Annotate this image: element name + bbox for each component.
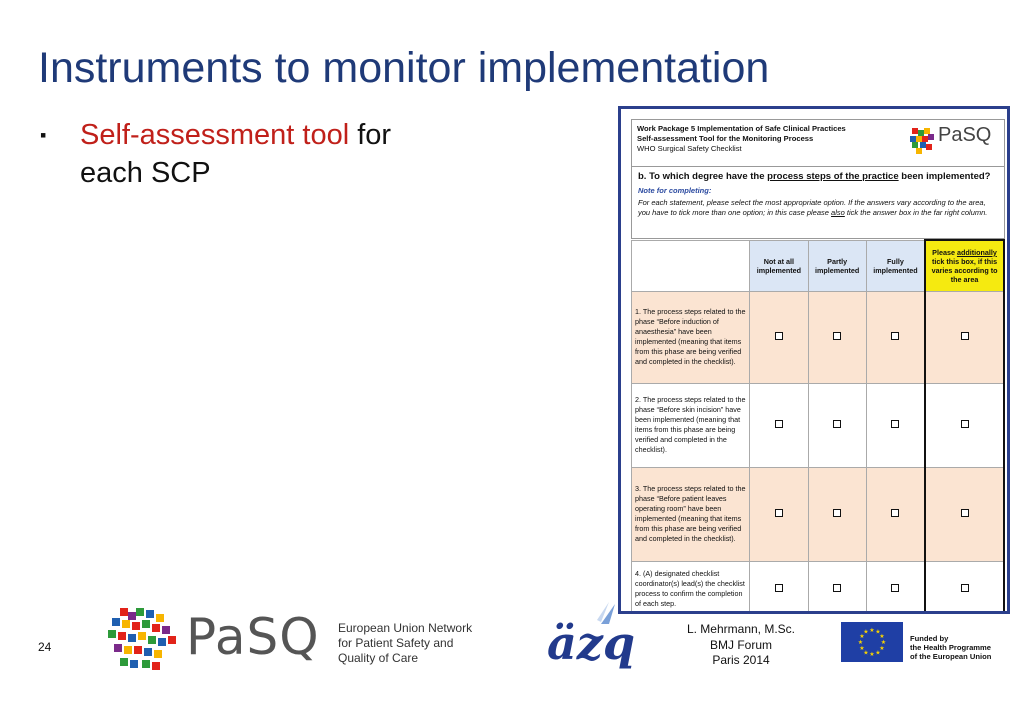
eu-stars-icon [841,622,903,662]
svg-text:★: ★ [859,645,865,652]
slide-title: Instruments to monitor implementation [38,44,770,92]
eu-flag [841,622,903,662]
checkbox[interactable] [961,420,969,428]
document-header [631,119,1005,167]
checkbox[interactable] [833,584,841,592]
row-label: 4. (A) designated checklist coordinator(s) lead(s) the checklist process to confirm the completion of each step. [632,561,750,614]
assessment-table [631,239,1005,614]
checkbox[interactable] [775,584,783,592]
bullet-highlight: Self-assessment tool [80,119,350,151]
page-number: 24 [38,640,52,654]
row-label: 2. The process steps related to the phase “Before skin incision” have been implemented (meaning that items from this phase are being verified and completed in the checklist). [632,383,750,467]
instructions: For each statement, please select the most appropriate option. If the answers vary according to the area, you have to tick more than one option; in this case please also tick the answer box in the far right column. [638,198,988,217]
pasq-mosaic-icon [908,126,936,154]
eu-funding-text: Funded by the Health Programme of the European Union [910,634,992,661]
azq-logo [543,602,643,682]
checkbox[interactable] [961,509,969,517]
header-blank-cell [632,240,750,291]
svg-text:★: ★ [857,639,864,646]
svg-text:★: ★ [875,649,881,657]
svg-text:★: ★ [869,627,875,634]
presenter-name: L. Mehrmann, M.Sc. [686,622,796,636]
svg-text:★: ★ [869,651,875,658]
event-name: BMJ Forum [709,637,772,652]
pasq-small-logo-text: PaSQ [938,124,992,146]
checkbox[interactable] [891,584,899,592]
question-text: b. To which degree have the process steps of the practice been implemented? [638,171,991,182]
pasq-logo-text: PaSQ [186,608,320,666]
checkbox[interactable] [891,420,899,428]
svg-text:★: ★ [875,628,881,636]
pasq-mosaic-logo-icon [106,606,180,674]
checkbox[interactable] [833,509,841,517]
bullet-icon: ▪ [40,125,47,145]
table-row [632,467,1005,561]
svg-text:★: ★ [880,639,887,646]
row-label: 3. The process steps related to the phase “Before patient leaves operating room” have been implemented (meaning that items from this phase are being verified and completed in the checklist). [632,467,750,561]
checkbox[interactable] [961,332,969,340]
pasq-logo [106,606,336,676]
bullet-rest: for each SCP [80,119,392,189]
bullet-point [40,116,400,192]
pasq-small-logo [908,126,998,158]
header-line-1: Work Package 5 Implementation of Safe Clinical Practices [637,124,846,133]
presenter-credit [676,622,806,669]
row-label: 1. The process steps related to the phase “Before induction of anaesthesia” have been implemented (meaning that items from this phase are being verified and completed in the checklist). [632,291,750,383]
svg-text:★: ★ [859,633,865,640]
svg-text:★: ★ [879,645,885,652]
checkbox[interactable] [891,509,899,517]
table-header-row [632,240,1005,291]
svg-text:★: ★ [879,633,885,640]
bullet-text [80,116,400,192]
table-row [632,383,1005,467]
question-block [631,167,1005,239]
checkbox[interactable] [833,332,841,340]
col-not-at-all: Not at all implemented [750,240,808,291]
self-assessment-document [618,106,1010,614]
checkbox[interactable] [961,584,969,592]
col-partly: Partly implemented [808,240,866,291]
pasq-tagline: European Union Network for Patient Safety and Quality of Care [338,621,473,665]
header-line-2: Self-assessment Tool for the Monitoring Process [637,134,814,143]
table-row [632,291,1005,383]
note-label: Note for completing: [638,186,712,195]
header-line-3: WHO Surgical Safety Checklist [637,144,742,153]
azq-logo-text: äzq [547,616,636,670]
checkbox[interactable] [775,509,783,517]
svg-text:★: ★ [863,628,869,636]
checkbox[interactable] [775,420,783,428]
checkbox[interactable] [833,420,841,428]
checkbox[interactable] [891,332,899,340]
event-place: Paris 2014 [712,653,770,667]
svg-text:★: ★ [863,649,869,657]
table-row [632,561,1005,614]
col-fully: Fully implemented [866,240,925,291]
checkbox[interactable] [775,332,783,340]
col-additional: Please additionally tick this box, if this varies according to the area [925,240,1004,291]
